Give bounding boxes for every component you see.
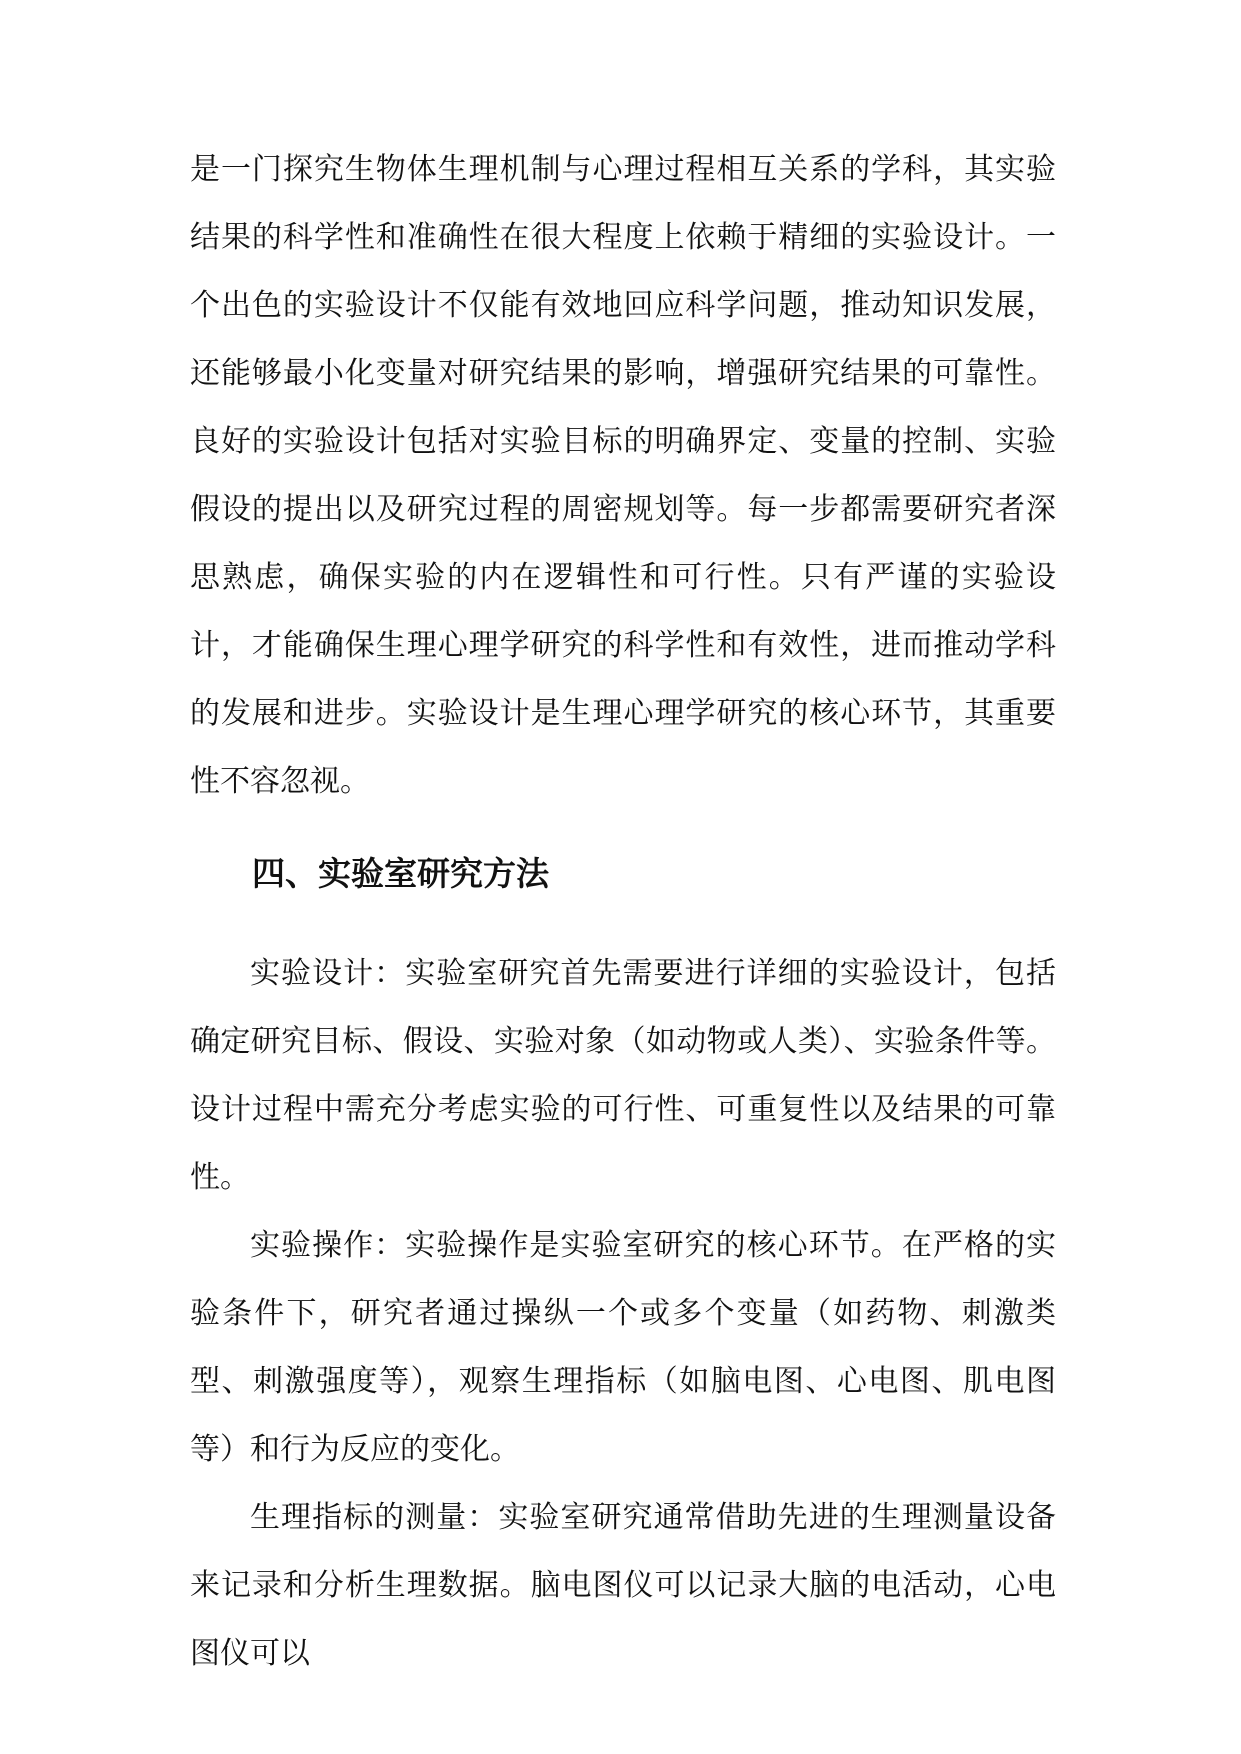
paragraph-experiment-design: 实验设计：实验室研究首先需要进行详细的实验设计，包括确定研究目标、假设、实验对象（如动物或人类）、实验条件等。设计过程中需充分考虑实验的可行性、可重复性以及结果的可靠性。 <box>190 956 1056 1195</box>
paragraph-physiological-measurement: 生理指标的测量：实验室研究通常借助先进的生理测量设备来记录和分析生理数据。脑电图仪可以记录大脑的电活动，心电图仪可以 <box>190 1500 1056 1671</box>
section-heading: 四、实验室研究方法 <box>252 854 549 893</box>
intro-paragraph: 是一门探究生物体生理机制与心理过程相互关系的学科，其实验结果的科学性和准确性在很大程度上依赖于精细的实验设计。一个出色的实验设计不仅能有效地回应科学问题，推动知识发展，还能够最小化变量对研究结果的影响，增强研究结果的可靠性。良好的实验设计包括对实验目标的明确界定、变量的控制、实验假设的提出以及研究过程的周密规划等。每一步都需要研究者深思熟虑，确保实验的内在逻辑性和可行性。只有严谨的实验设计，才能确保生理心理学研究的科学性和有效性，进而推动学科的发展和进步。实验设计是生理心理学研究的核心环节，其重要性不容忽视。 <box>190 152 1056 799</box>
document-body <box>190 136 1056 1688</box>
paragraph-experiment-operation: 实验操作：实验操作是实验室研究的核心环节。在严格的实验条件下，研究者通过操纵一个或多个变量（如药物、刺激类型、刺激强度等），观察生理指标（如脑电图、心电图、肌电图等）和行为反应的变化。 <box>190 1228 1056 1467</box>
